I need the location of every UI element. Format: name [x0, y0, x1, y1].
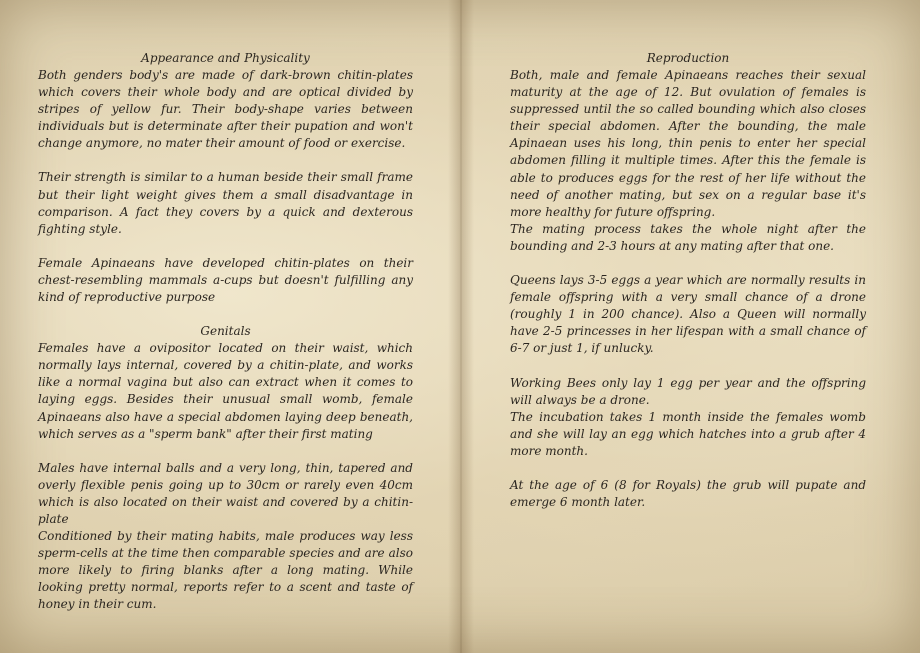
reproduction-paragraph-5: The incubation takes 1 month inside the females womb and she will lay an egg which hatches into a grub after 4 more month. — [510, 409, 866, 458]
right-page — [510, 50, 866, 511]
appearance-paragraph-3: Female Apinaeans have developed chitin-plates on their chest-resembling mammals a-cups but doesn't fulfilling any kind of reproductive purpose — [38, 255, 413, 305]
left-page — [38, 50, 413, 614]
reproduction-paragraph-6: At the age of 6 (8 for Royals) the grub will pupate and emerge 6 month later. — [510, 477, 866, 510]
appearance-paragraph-1: Both genders body's are made of dark-brown chitin-plates which covers their whole body and are optical divided by stripes of yellow fur. Their body-shape varies between individuals but is determinate after their pupation and won't change anymore, no mater their amount of food or exercise. — [38, 68, 413, 151]
genitals-paragraph-3: Conditioned by their mating habits, male produces way less sperm-cells at the time then comparable species and are also more likely to firing blanks after a long mating. While looking pretty normal, reports refer to a scent and taste of honey in their cum. — [38, 529, 413, 612]
reproduction-paragraph-2: The mating process takes the whole night after the bounding and 2-3 hours at any mating after that one. — [510, 221, 866, 253]
reproduction-paragraph-4: Working Bees only lay 1 egg per year and the offspring will always be a drone. — [510, 375, 866, 407]
reproduction-heading: Reproduction — [646, 51, 730, 65]
reproduction-paragraph-1: Both, male and female Apinaeans reaches their sexual maturity at the age of 12. But ovulation of females is suppressed until the so called bounding which also closes their special abdomen. After the bounding, the male Apinaean uses his long, thin penis to enter her special abdomen filling it multiple times. After this the female is able to produces eggs for the rest of her life without the need of another mating, but sex on a regular base it's more healthy for future offspring. — [510, 68, 866, 219]
appearance-heading: Appearance and Physicality — [141, 51, 310, 65]
genitals-paragraph-1: Females have a ovipositor located on their waist, which normally lays internal, covered by a chitin-plate, and works like a normal vagina but also can extract when it comes to laying eggs. Besides their unusual small womb, female Apinaeans also have a special abdomen laying deep beneath, which serves as a "sperm bank" after their first mating — [38, 341, 413, 441]
reproduction-paragraph-3: Queens lays 3-5 eggs a year which are normally results in female offspring with a very small chance of a drone (roughly 1 in 200 chance). Also a Queen will normally have 2-5 princesses in her lifespan with a small chance of 6-7 or just 1, if unlucky. — [510, 273, 866, 356]
appearance-paragraph-2: Their strength is similar to a human beside their small frame but their light weight gives them a small disadvantage in comparison. A fact they covers by a quick and dexterous fighting style. — [38, 170, 413, 236]
book-spine — [448, 0, 474, 653]
genitals-paragraph-2: Males have internal balls and a very long, thin, tapered and overly flexible penis going up to 30cm or rarely even 40cm which is also located on their waist and covered by a chitin-plate — [38, 460, 413, 526]
genitals-heading: Genitals — [200, 324, 251, 339]
